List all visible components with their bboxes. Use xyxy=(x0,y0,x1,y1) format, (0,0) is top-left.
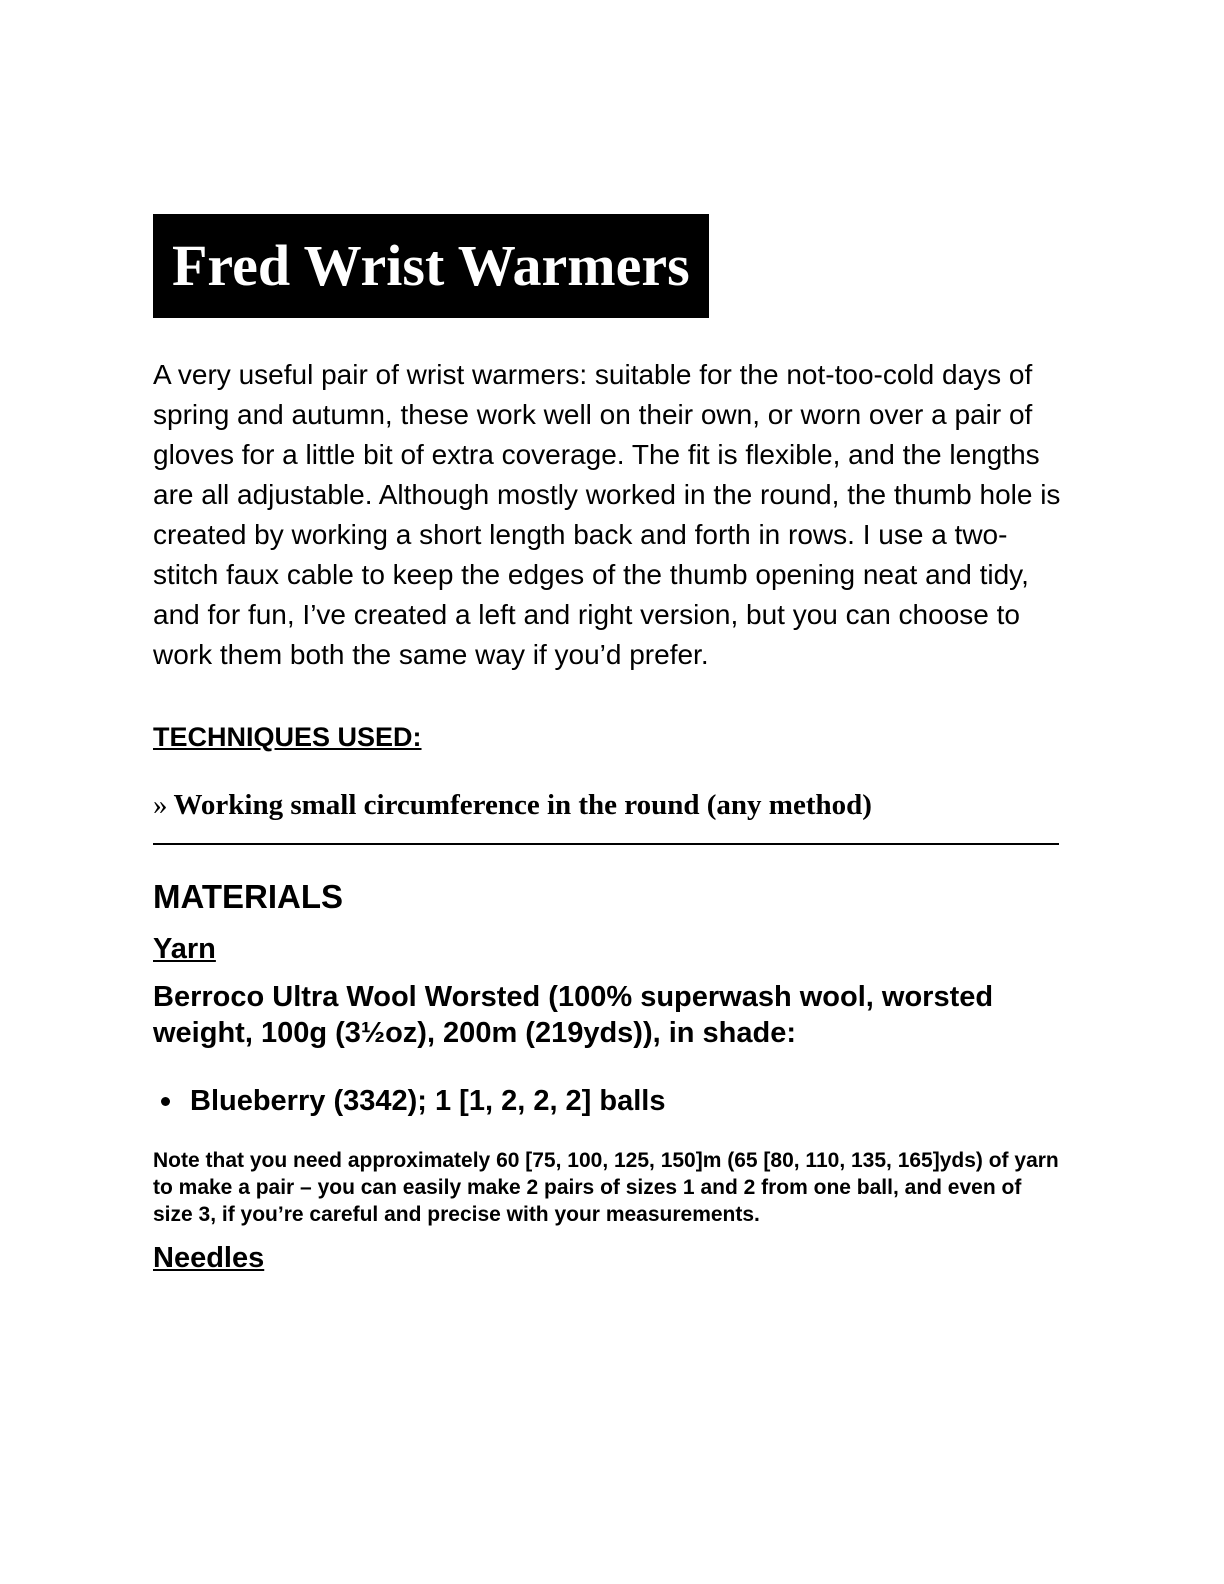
pattern-page xyxy=(153,214,1063,1278)
yarn-note: Note that you need approximately 60 [75, 100, 125, 150]m (65 [80, 110, 135, 165]yds) of yarn to make a pair – you can easily make 2 pairs of sizes 1 and 2 from one ball, and even of size 3, if you’re careful and precise with your measurements. xyxy=(153,1149,1059,1226)
shade-list-item xyxy=(153,1081,1063,1121)
technique-text: Working small circumference in the round (any method) xyxy=(173,789,872,821)
section-divider xyxy=(153,843,1059,845)
yarn-description: Berroco Ultra Wool Worsted (100% superwash wool, worsted weight, 100g (3½oz), 200m (219yds)), in shade: xyxy=(153,981,994,1049)
bullet-icon xyxy=(161,1097,170,1106)
shade-list xyxy=(153,1081,1063,1121)
yarn-heading: Yarn xyxy=(153,933,216,965)
pattern-title: Fred Wrist Warmers xyxy=(153,214,709,318)
technique-item xyxy=(153,785,1063,825)
techniques-heading: TECHNIQUES USED: xyxy=(153,722,422,752)
materials-heading: MATERIALS xyxy=(153,878,344,915)
guillemet-marker: » xyxy=(153,789,168,821)
shade-text: Blueberry (3342); 1 [1, 2, 2, 2] balls xyxy=(190,1085,666,1117)
needles-heading: Needles xyxy=(153,1242,265,1274)
intro-paragraph: A very useful pair of wrist warmers: suitable for the not-too-cold days of spring and autumn, these work well on their own, or worn over a pair of gloves for a little bit of extra coverage. The fit is flexible, and the lengths are all adjustable. Although mostly worked in the round, the thumb hole is created by working a short length back and forth in rows. I use a two-stitch faux cable to keep the edges of the thumb opening neat and tidy, and for fun, I’ve created a left and right version, but you can choose to work them both the same way if you’d prefer. xyxy=(153,359,1061,670)
